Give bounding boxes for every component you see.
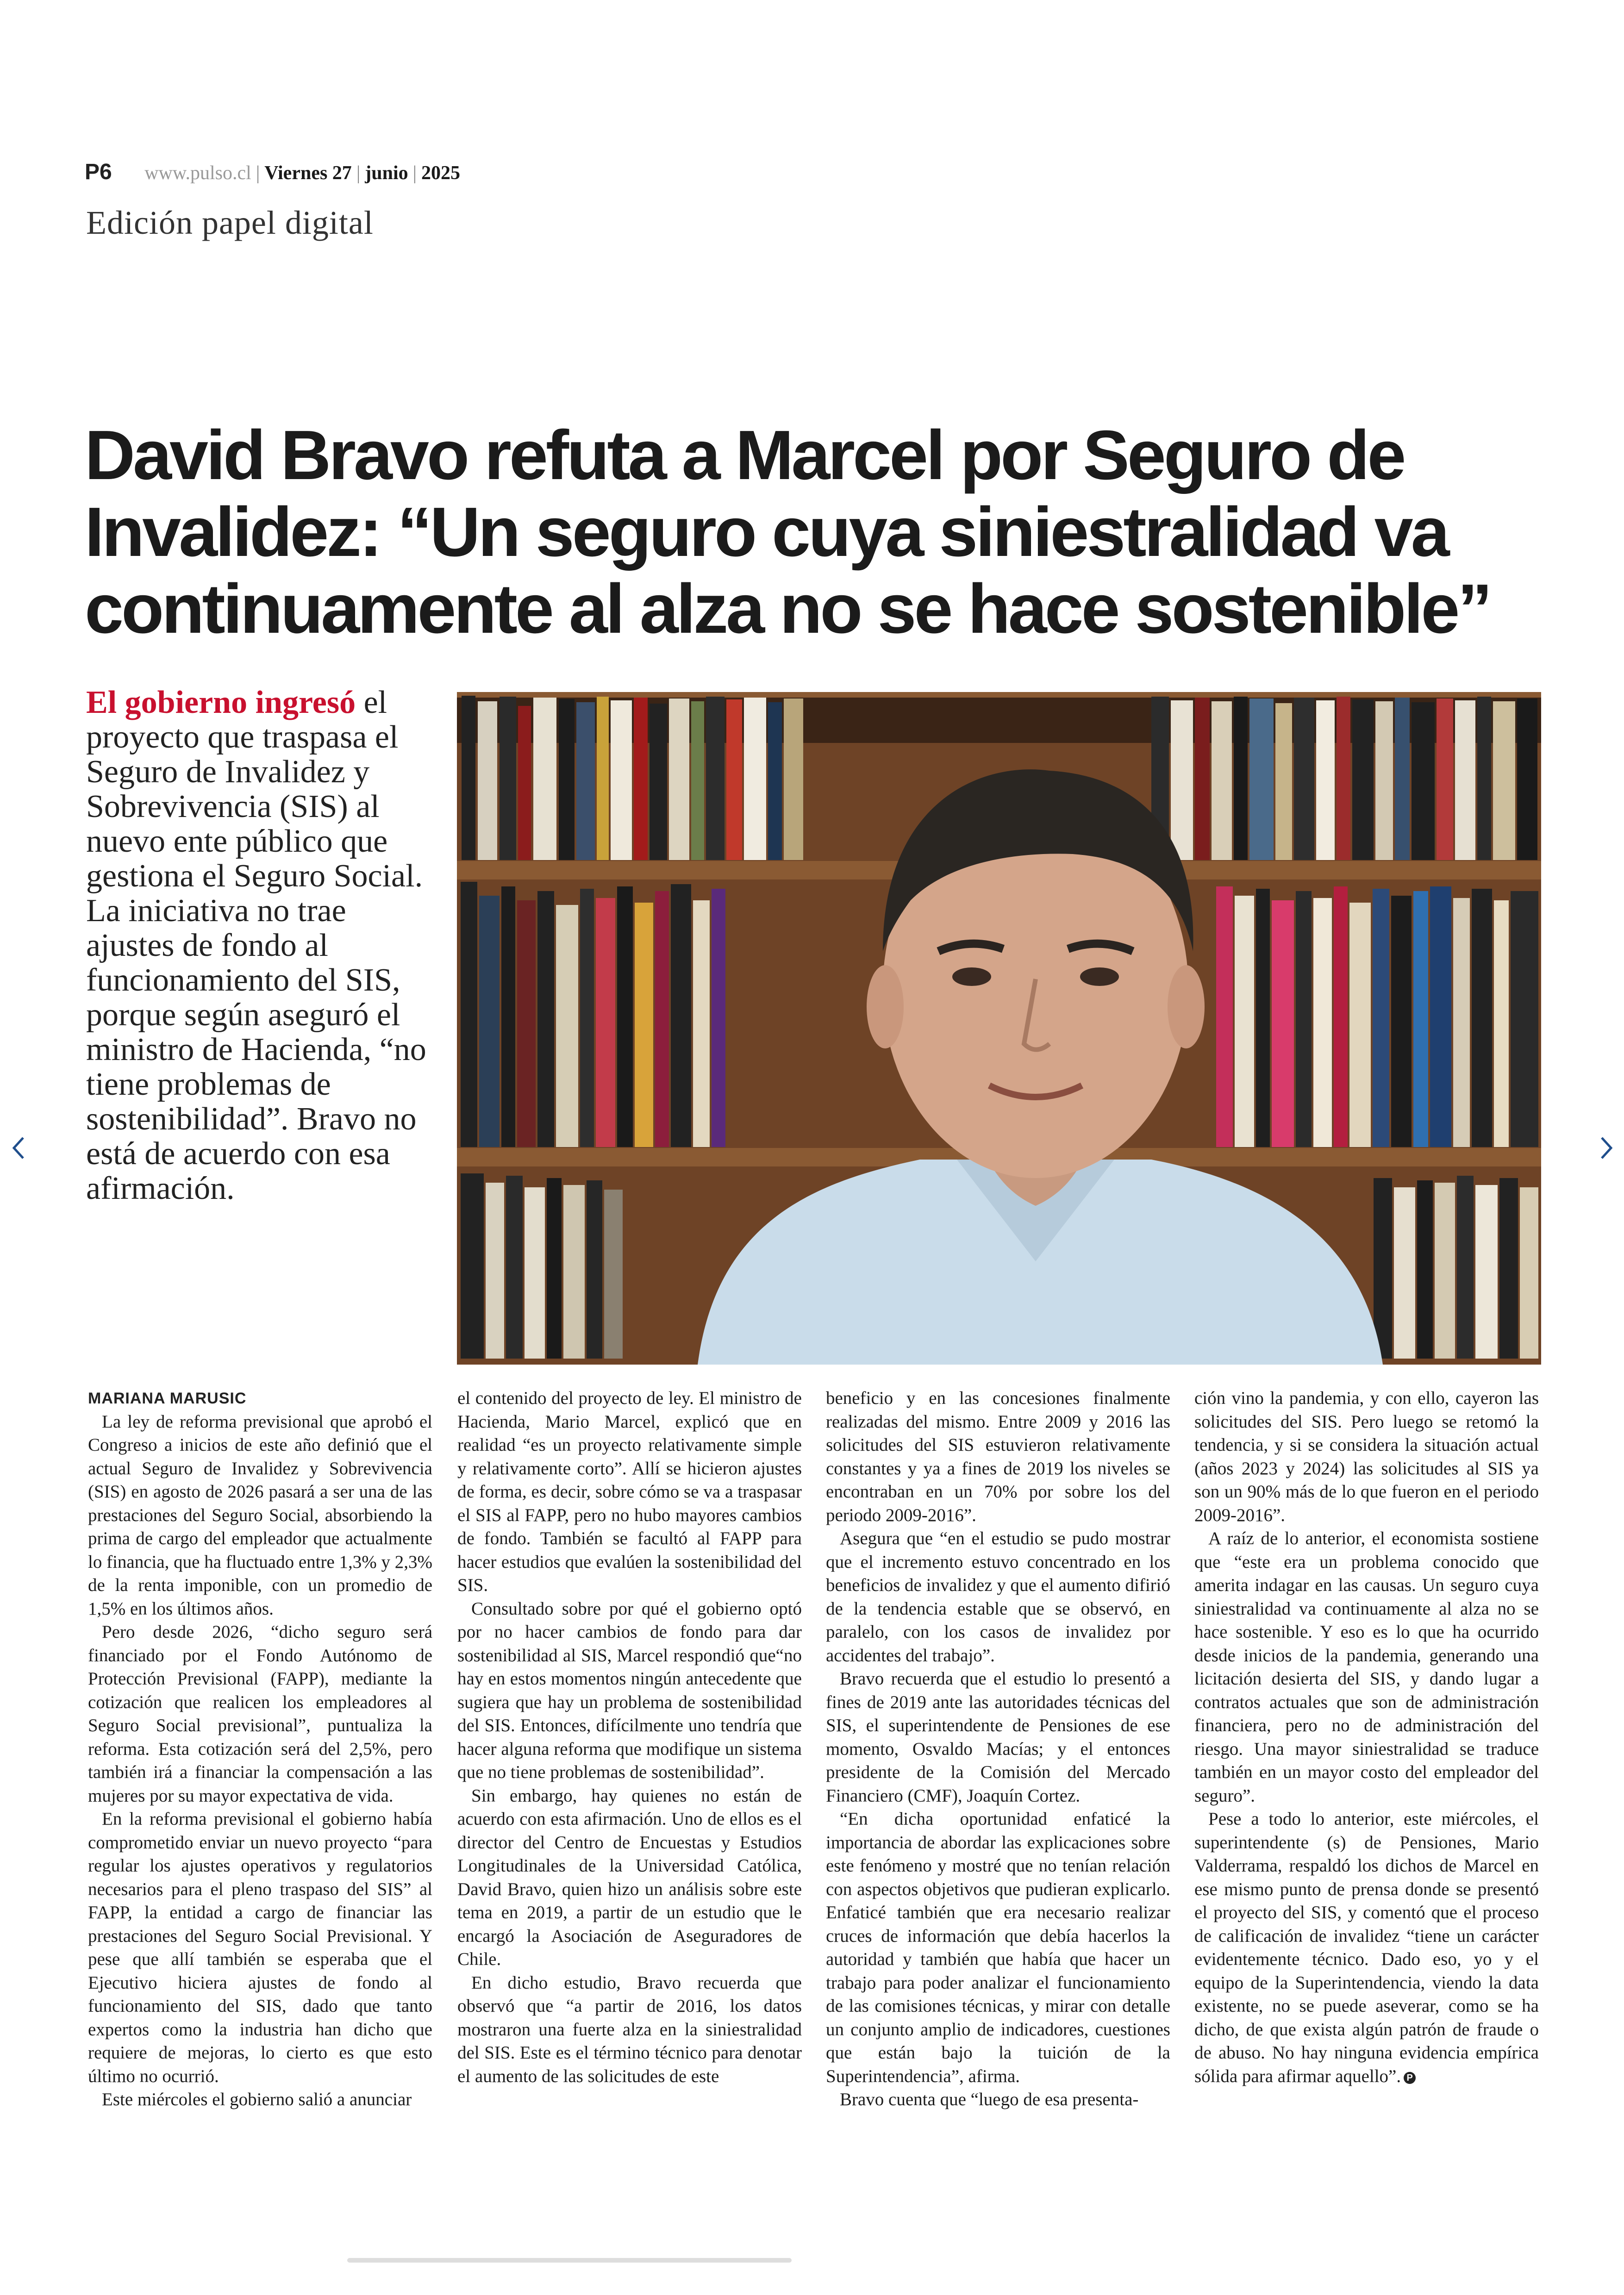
paragraph: “En dicha oportunidad enfaticé la importancia de abordar las explicaciones sobre este fenómeno y mostré que no tenían relación con aspectos objetivos que pudieran explicarlo. Enfaticé también que era necesario realizar cruces de información que debía hacerlos la autoridad y también que había que hacer un trabajo para poder analizar el funcionamiento de las comisiones técnicas, y mirar con detalle un conjunto amplio de indicadores, cuestiones que están bajo la tuición de la Superintendencia”, afirma. bbox=[826, 1809, 1170, 2086]
paragraph: La ley de reforma previsional que aprobó el Congreso a inicios de este año definió que el actual Seguro de Invalidez y Sobrevivencia (SIS) en agosto de 2026 pasará a ser una de las prestaciones del Seguro Social, absorbiendo la prima de cargo del empleador que actualmente lo financia, que ha fluctuado entre 1,3% y 2,3% de la renta imponible, con un promedio de 1,5% en los últimos años. bbox=[88, 1411, 432, 1619]
lead-text: el proyecto que traspasa el Seguro de Invalidez y Sobrevivencia (SIS) al nuevo ente público que gestiona el Seguro Social. La iniciativa no trae ajustes de fondo al funcionamiento del SIS, porque según aseguró el ministro de Hacienda, “no tiene problemas de sostenibilidad”. Bravo no está de acuerdo con esa afirmación. bbox=[86, 685, 426, 1206]
date-year: 2025 bbox=[421, 162, 461, 184]
page-number: P6 bbox=[85, 160, 112, 184]
final-paragraph-text: Pese a todo lo anterior, este miércoles, el superintendente (s) de Pensiones, Mario Valderrama, respaldó los dichos de Marcel en ese mismo punto de prensa donde se presentó el proyecto del SIS, y comentó que el proceso de calificación de invalidez “tiene un carácter evidentemente técnico. Dado eso, yo y el equipo de la Superintendencia, viendo la data existente, no se puede aseverar, como se ha dicho, de que exista algún patrón de fraude o de abuso. No hay ninguna evidencia empírica sólida para afirmar aquello”. bbox=[1194, 1809, 1539, 2086]
chevron-left-icon bbox=[9, 1134, 28, 1162]
lead-paragraph bbox=[86, 685, 438, 1206]
paragraph bbox=[1194, 1808, 1539, 2088]
horizontal-scrollbar[interactable] bbox=[347, 2258, 792, 2263]
article-column-3 bbox=[826, 1387, 1170, 2112]
article-column-1 bbox=[88, 1387, 432, 2112]
site-url: www.pulso.cl bbox=[144, 162, 251, 184]
page-header: P6 www.pulso.cl | Viernes 27 | junio | 2025 bbox=[85, 160, 461, 184]
paragraph: beneficio y en las concesiones finalmente realizadas del mismo. Entre 2009 y 2016 las solicitudes del SIS estuvieron relativamente constantes y ya a fines de 2019 los niveles se encontraban en un 70% por sobre los del periodo 2009-2016”. bbox=[826, 1388, 1170, 1525]
paragraph: Bravo cuenta que “luego de esa presenta- bbox=[840, 2089, 1139, 2109]
paragraph: A raíz de lo anterior, el economista sostiene que “este era un problema conocido que amerita indagar en las causas. Un seguro cuya siniestralidad va continuamente al alza no se hace sostenible. Y eso es lo que ha ocurrido desde inicios de la pandemia, generando una licitación desierta del SIS, y dando lugar a contratos actuales que son de administración financiera, pero no de administración del riesgo. Una mayor siniestralidad se traduce también en un mayor costo del empleador del seguro”. bbox=[1194, 1528, 1539, 1806]
paragraph: Pero desde 2026, “dicho seguro será financiado por el Fondo Autónomo de Protección Previsional (FAPP), mediante la cotización que realicen los empleadores al Seguro Social previsional”, puntualiza la reforma. Esta cotización será del 2,5%, pero también irá a financiar la compensación a las mujeres por su mayor expectativa de vida. bbox=[88, 1622, 432, 1806]
paragraph: En dicho estudio, Bravo recuerda que observó que “a partir de 2016, los datos mostraron una fuerte alza en la siniestralidad del SIS. Este es el término técnico para denotar el aumento de las solicitudes de este bbox=[457, 1972, 802, 2086]
paragraph: Bravo recuerda que el estudio lo presentó a fines de 2019 ante las autoridades técnicas del SIS, el superintendente de Pensiones de ese momento, Osvaldo Macías; y el entonces presidente de la Comisión del Mercado Financiero (CMF), Joaquín Cortez. bbox=[826, 1669, 1170, 1806]
article-column-2 bbox=[457, 1387, 802, 2088]
edition-label: Edición papel digital bbox=[86, 204, 374, 241]
paragraph: ción vino la pandemia, y con ello, cayeron las solicitudes del SIS. Pero luego se retomó la tendencia, y si se considera la situación actual (años 2023 y 2024) las solicitudes al SIS ya son un 90% más de lo que fueron en el periodo 2009-2016”. bbox=[1194, 1388, 1539, 1525]
paragraph: Sin embargo, hay quienes no están de acuerdo con esta afirmación. Uno de ellos es el director del Centro de Encuestas y Estudios Longitudinales de la Universidad Católica, David Bravo, quien hizo un análisis sobre este tema en 2019, a partir de un estudio que le encargó la Asociación de Aseguradores de Chile. bbox=[457, 1785, 802, 1969]
paragraph: En la reforma previsional el gobierno había comprometido enviar un nuevo proyecto “para regular los ajustes operativos y regulatorios necesarios para el pleno traspaso del SIS” al FAPP, la entidad a cargo de financiar las prestaciones del Seguro Social Previsional. Y pese que allí también se esperaba que el Ejecutivo hiciera ajustes de fondo al funcionamiento del SIS, dado que tanto expertos como la industria han dicho que requiere de mejoras, lo cierto es que esto último no ocurrió. bbox=[88, 1809, 432, 2086]
paragraph: Consultado sobre por qué el gobierno optó por no hacer cambios de fondo para dar sostenibilidad al SIS, Marcel respondió que“no hay en estos momentos ningún antecedente que sugiera que hay un problema de sostenibilidad del SIS. Entonces, difícilmente uno tendría que hacer alguna reforma que modifique un sistema que no tiene problemas de sostenibilidad”. bbox=[457, 1598, 802, 1782]
date-day: Viernes 27 bbox=[264, 162, 352, 184]
paragraph: Asegura que “en el estudio se pudo mostrar que el incremento estuvo concentrado en los beneficios de invalidez y que el aumento difirió de la tendencia estable que se observó, en paralelo, con los casos de invalidez por accidentes del trabajo”. bbox=[826, 1528, 1170, 1665]
lead-highlight: El gobierno ingresó bbox=[86, 685, 356, 720]
portrait-photo bbox=[457, 692, 1541, 1365]
paragraph: el contenido del proyecto de ley. El ministro de Hacienda, Mario Marcel, explicó que en realidad “es un proyecto relativamente simple y relativamente corto”. Allí se hicieron ajustes de forma, es decir, sobre cómo se va a traspasar el SIS al FAPP, pero no hubo mayores cambios de fondo. También se facultó al FAPP para hacer estudios que evalúen la sostenibilidad del SIS. bbox=[457, 1388, 802, 1595]
byline: MARIANA MARUSIC bbox=[88, 1390, 247, 1407]
next-page-button[interactable] bbox=[1593, 1129, 1620, 1166]
headline: David Bravo refuta a Marcel por Seguro de Invalidez: “Un seguro cuya siniestralidad va continuamente al alza no se hace sostenible” bbox=[85, 416, 1490, 648]
date-month: junio bbox=[365, 162, 408, 184]
paragraph: Este miércoles el gobierno salió a anunciar bbox=[102, 2089, 412, 2109]
prev-page-button[interactable] bbox=[5, 1129, 32, 1166]
chevron-right-icon bbox=[1597, 1134, 1616, 1162]
article-column-4 bbox=[1194, 1387, 1539, 2088]
end-of-article-icon: P bbox=[1404, 2072, 1416, 2084]
